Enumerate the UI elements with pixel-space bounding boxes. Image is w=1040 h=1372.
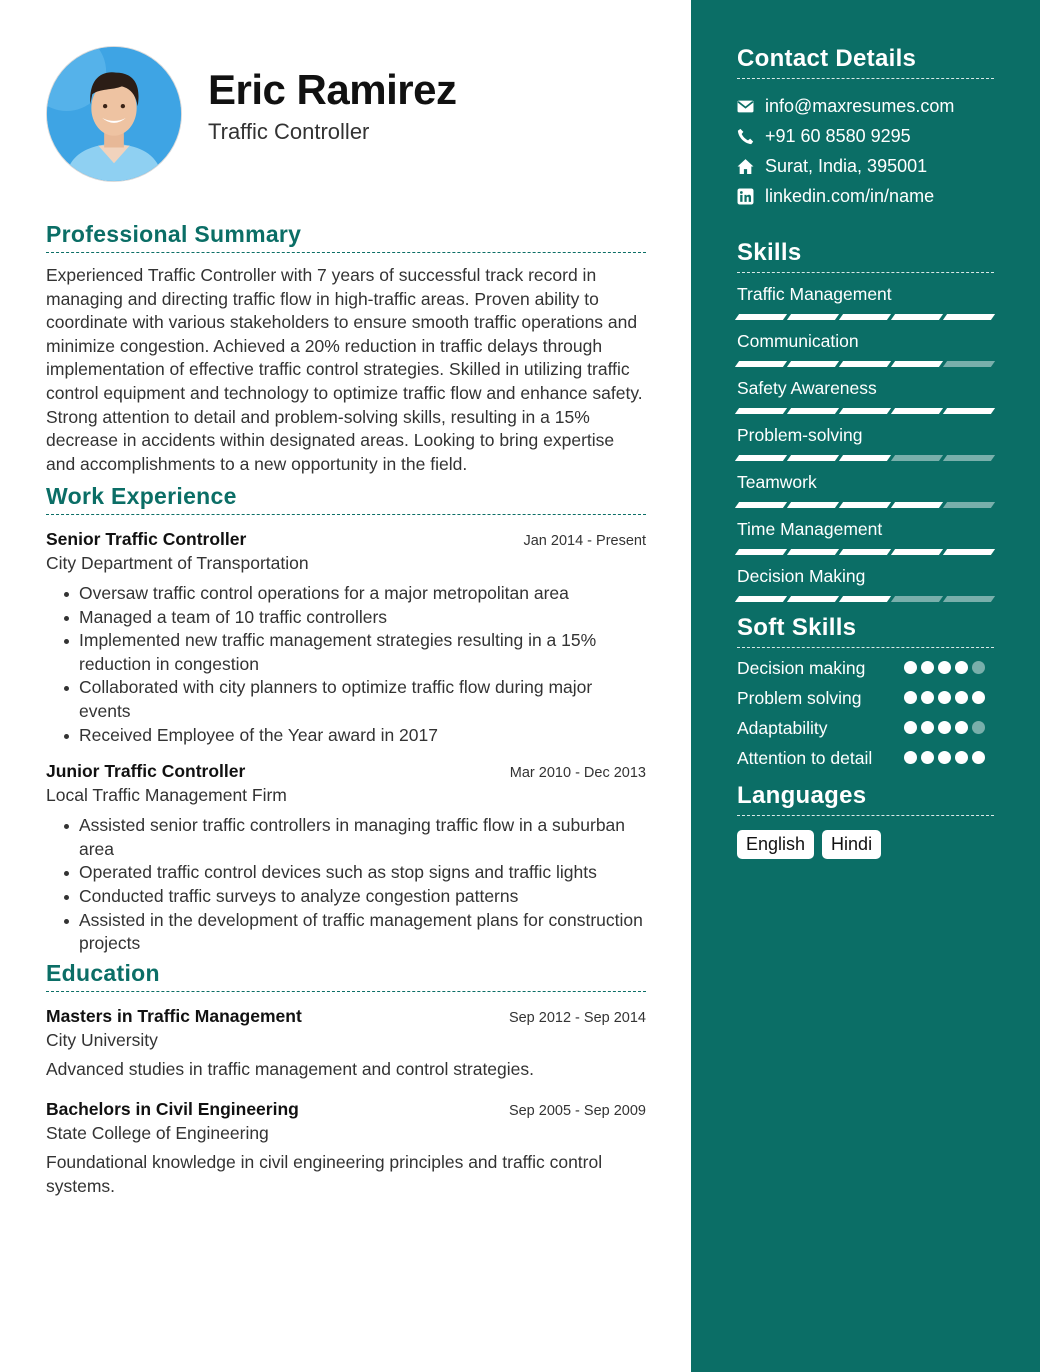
rating-dot: [955, 721, 968, 734]
languages-section: [737, 782, 994, 859]
soft-skills-list: [737, 656, 994, 770]
soft-skill-item: [737, 656, 994, 680]
home-icon: [737, 158, 765, 175]
section-heading: Contact Details: [737, 45, 994, 79]
skill-level-bar: [737, 408, 994, 414]
soft-skill-rating: [904, 686, 994, 710]
skill-level-bar: [737, 549, 994, 555]
job-entry: [46, 761, 646, 956]
skill-level-segment: [787, 596, 839, 602]
rating-dot: [955, 751, 968, 764]
skill-item: [737, 425, 994, 461]
soft-skill-name: Attention to detail: [737, 748, 873, 768]
education-section: [46, 960, 646, 1198]
contact-email[interactable]: [737, 91, 994, 121]
skill-name: Time Management: [737, 519, 883, 539]
job-bullet: Operated traffic control devices such as stop signs and traffic lights: [79, 861, 646, 885]
job-bullet: Assisted in the development of traffic management plans for construction projects: [79, 909, 646, 956]
rating-dot: [921, 661, 934, 674]
rating-dot: [921, 751, 934, 764]
skill-item: [737, 284, 994, 320]
rating-dot: [921, 721, 934, 734]
section-heading: Skills: [737, 239, 994, 273]
soft-skill-rating: [904, 656, 994, 680]
contact-address-text: Surat, India, 395001: [765, 155, 928, 176]
skill-level-segment: [787, 455, 839, 461]
skill-level-segment: [839, 596, 891, 602]
job-bullet: Received Employee of the Year award in 2017: [79, 724, 646, 748]
skill-level-segment: [891, 502, 943, 508]
sidebar: [691, 0, 1040, 1372]
candidate-title: Traffic Controller: [208, 119, 370, 144]
school-name: State College of Engineering: [46, 1123, 269, 1143]
job-bullet: Assisted senior traffic controllers in managing traffic flow in a suburban area: [79, 814, 646, 861]
skills-list: [737, 284, 994, 602]
section-heading: Languages: [737, 782, 994, 816]
envelope-icon: [737, 98, 765, 115]
section-heading: Soft Skills: [737, 614, 994, 648]
section-heading: Education: [46, 960, 646, 992]
skill-level-segment: [839, 361, 891, 367]
avatar-icon: [47, 47, 181, 181]
skill-level-segment: [787, 314, 839, 320]
section-heading: Professional Summary: [46, 221, 646, 253]
rating-dot: [972, 661, 985, 674]
soft-skill-rating: [904, 746, 994, 770]
work-experience-section: [46, 483, 646, 956]
job-entry: [46, 529, 646, 747]
contact-section: [737, 45, 994, 211]
job-bullet: Collaborated with city planners to optimize traffic flow during major events: [79, 676, 646, 723]
skill-level-segment: [839, 549, 891, 555]
contact-phone[interactable]: [737, 121, 994, 151]
skill-item: [737, 378, 994, 414]
skill-name: Traffic Management: [737, 284, 892, 304]
language-tag: Hindi: [822, 830, 881, 859]
job-bullets: [46, 814, 646, 956]
skill-level-bar: [737, 314, 994, 320]
skill-level-segment: [943, 455, 995, 461]
job-bullet: Oversaw traffic control operations for a major metropolitan area: [79, 582, 646, 606]
linkedin-icon: [737, 188, 765, 205]
job-role: Junior Traffic Controller: [46, 761, 246, 782]
rating-dot: [904, 661, 917, 674]
skill-item: [737, 472, 994, 508]
skill-level-segment: [735, 408, 787, 414]
skill-level-segment: [787, 408, 839, 414]
skill-level-segment: [943, 502, 995, 508]
job-bullets: [46, 582, 646, 747]
skill-level-segment: [891, 361, 943, 367]
skill-name: Decision Making: [737, 566, 866, 586]
contact-address: [737, 151, 994, 181]
skill-level-segment: [891, 596, 943, 602]
job-bullet: Managed a team of 10 traffic controllers: [79, 606, 646, 630]
skill-level-segment: [891, 455, 943, 461]
skill-name: Communication: [737, 331, 859, 351]
education-date: Sep 2012 - Sep 2014: [508, 1010, 646, 1026]
rating-dot: [972, 751, 985, 764]
job-role: Senior Traffic Controller: [46, 529, 247, 549]
skill-level-segment: [787, 361, 839, 367]
phone-icon: [737, 128, 765, 145]
soft-skill-item: [737, 746, 994, 770]
contact-email-text: info@maxresumes.com: [765, 95, 955, 116]
skill-level-segment: [891, 314, 943, 320]
education-date: Sep 2005 - Sep 2009: [508, 1103, 646, 1119]
rating-dot: [938, 751, 951, 764]
skill-level-bar: [737, 502, 994, 508]
skill-level-bar: [737, 455, 994, 461]
job-date: Mar 2010 - Dec 2013: [509, 765, 646, 782]
skill-level-segment: [735, 596, 787, 602]
skill-level-segment: [839, 455, 891, 461]
education-entry: [46, 1099, 646, 1198]
skill-item: [737, 566, 994, 602]
contact-linkedin[interactable]: [737, 181, 994, 211]
candidate-name: Eric Ramirez: [208, 66, 457, 113]
profile-photo: [46, 46, 182, 182]
education-entry: [46, 1006, 646, 1081]
skill-item: [737, 519, 994, 555]
school-name: City University: [46, 1030, 158, 1050]
skill-level-segment: [943, 549, 995, 555]
skill-level-segment: [839, 314, 891, 320]
rating-dot: [972, 691, 985, 704]
job-bullet: Conducted traffic surveys to analyze congestion patterns: [79, 885, 646, 909]
rating-dot: [938, 691, 951, 704]
rating-dot: [938, 661, 951, 674]
job-organization: City Department of Transportation: [46, 553, 309, 573]
skill-level-bar: [737, 361, 994, 367]
contact-linkedin-text: linkedin.com/in/name: [765, 185, 935, 206]
rating-dot: [904, 751, 917, 764]
rating-dot: [921, 691, 934, 704]
soft-skill-item: [737, 716, 994, 740]
rating-dot: [955, 691, 968, 704]
rating-dot: [972, 721, 985, 734]
skill-level-segment: [839, 502, 891, 508]
skill-level-segment: [943, 314, 995, 320]
professional-summary-section: [46, 221, 646, 476]
skill-level-segment: [943, 596, 995, 602]
skill-level-segment: [943, 408, 995, 414]
skill-level-segment: [735, 314, 787, 320]
skill-level-segment: [735, 455, 787, 461]
skill-level-segment: [839, 408, 891, 414]
soft-skill-rating: [904, 716, 994, 740]
skill-item: [737, 331, 994, 367]
language-tag: English: [737, 830, 814, 859]
job-date: Jan 2014 - Present: [523, 533, 646, 549]
degree-name: Bachelors in Civil Engineering: [46, 1099, 299, 1119]
languages-list: [737, 830, 994, 859]
rating-dot: [938, 721, 951, 734]
skill-level-segment: [891, 408, 943, 414]
skill-level-segment: [787, 549, 839, 555]
skill-name: Teamwork: [737, 472, 817, 492]
contact-phone-text: +91 60 8580 9295: [765, 125, 911, 146]
rating-dot: [955, 661, 968, 674]
skill-level-segment: [735, 502, 787, 508]
skill-name: Safety Awareness: [737, 378, 877, 398]
skills-section: [737, 239, 994, 602]
skill-level-segment: [943, 361, 995, 367]
soft-skills-section: [737, 614, 994, 770]
skill-level-segment: [787, 502, 839, 508]
skill-level-segment: [735, 361, 787, 367]
soft-skill-item: [737, 686, 994, 710]
soft-skill-name: Adaptability: [737, 718, 828, 738]
skill-level-segment: [735, 549, 787, 555]
skill-level-bar: [737, 596, 994, 602]
skill-name: Problem-solving: [737, 425, 863, 445]
soft-skill-name: Decision making: [737, 658, 866, 678]
job-bullet: Implemented new traffic management strategies resulting in a 15% reduction in congestion: [79, 629, 646, 676]
job-organization: Local Traffic Management Firm: [46, 785, 287, 806]
soft-skill-name: Problem solving: [737, 688, 862, 708]
education-description: Advanced studies in traffic management and control strategies.: [46, 1059, 535, 1079]
section-heading: Work Experience: [46, 483, 646, 515]
summary-text: Experienced Traffic Controller with 7 years of successful track record in managing and directing traffic flow in high-traffic areas. Proven ability to coordinate with various stakeholders to ensure smooth traffic operations and minimize congestion. Achieved a 20% reduction in traffic delays through implementation of effective traffic control strategies. Skilled in utilizing traffic control equipment and technology to optimize traffic flow and enhance safety. Strong attention to detail and problem-solving skills, resulting in a 15% decrease in accidents within designated areas. Looking to bring expertise and accomplishments to a new opportunity in the field.: [46, 265, 643, 474]
skill-level-segment: [891, 549, 943, 555]
rating-dot: [904, 721, 917, 734]
rating-dot: [904, 691, 917, 704]
degree-name: Masters in Traffic Management: [46, 1006, 302, 1026]
education-description: Foundational knowledge in civil engineering principles and traffic control systems.: [46, 1152, 603, 1196]
